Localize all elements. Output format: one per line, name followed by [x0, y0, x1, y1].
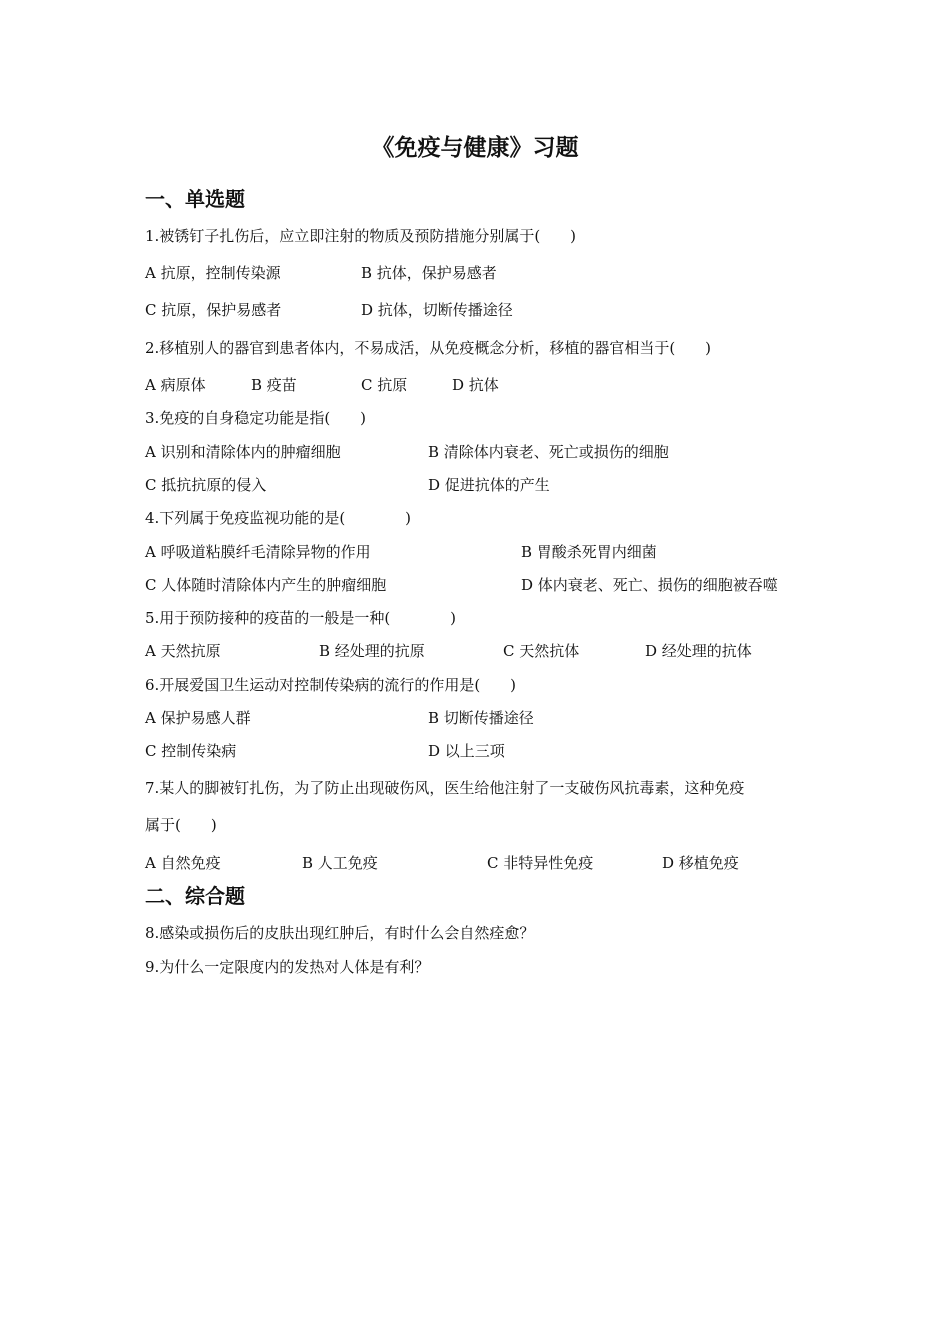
- question-8: 8.感染或损伤后的皮肤出现红肿后，有时什么会自然痊愈？: [145, 924, 535, 942]
- q3-option-c: C 抵抗抗原的侵入: [145, 476, 267, 494]
- question-5: 5.用于预防接种的疫苗的一般是一种( ): [145, 609, 457, 627]
- question-2: 2.移植别人的器官到患者体内，不易成活，从免疫概念分析，移植的器官相当于( ): [145, 339, 712, 357]
- page-title: 《免疫与健康》习题: [371, 135, 579, 161]
- section-heading-single-choice: 一、单选题: [145, 187, 245, 211]
- q6-option-b: B 切断传播途径: [428, 709, 534, 727]
- question-1: 1.被锈钉子扎伤后，应立即注射的物质及预防措施分别属于( ): [145, 227, 577, 245]
- q6-option-d: D 以上三项: [428, 742, 505, 760]
- section-heading-comprehensive: 二、综合题: [145, 884, 245, 908]
- q1-option-c: C 抗原，保护易感者: [145, 301, 282, 319]
- q2-option-c: C 抗原: [361, 376, 408, 394]
- q2-option-a: A 病原体: [145, 376, 206, 394]
- q7-option-a: A 自然免疫: [145, 854, 221, 872]
- q5-option-c: C 天然抗体: [503, 642, 580, 660]
- q3-option-b: B 清除体内衰老、死亡或损伤的细胞: [428, 443, 669, 461]
- q6-option-a: A 保护易感人群: [145, 709, 251, 727]
- q5-option-b: B 经处理的抗原: [319, 642, 425, 660]
- q1-option-b: B 抗体，保护易感者: [361, 264, 497, 282]
- q2-option-d: D 抗体: [452, 376, 499, 394]
- q7-option-b: B 人工免疫: [302, 854, 378, 872]
- q4-option-c: C 人体随时清除体内产生的肿瘤细胞: [145, 576, 387, 594]
- q3-option-a: A 识别和清除体内的肿瘤细胞: [145, 443, 341, 461]
- q7-option-c: C 非特异性免疫: [487, 854, 594, 872]
- q7-option-d: D 移植免疫: [662, 854, 739, 872]
- q5-option-a: A 天然抗原: [145, 642, 221, 660]
- q4-option-b: B 胃酸杀死胃内细菌: [521, 543, 657, 561]
- question-6: 6.开展爱国卫生运动对控制传染病的流行的作用是( ): [145, 676, 517, 694]
- question-4: 4.下列属于免疫监视功能的是( ): [145, 509, 412, 527]
- question-9: 9.为什么一定限度内的发热对人体是有利？: [145, 958, 430, 976]
- q4-option-a: A 呼吸道粘膜纤毛清除异物的作用: [145, 543, 371, 561]
- q2-option-b: B 疫苗: [251, 376, 297, 394]
- q1-option-a: A 抗原，控制传染源: [145, 264, 281, 282]
- question-7-line-2: 属于( ): [145, 816, 217, 834]
- q3-option-d: D 促进抗体的产生: [428, 476, 550, 494]
- q5-option-d: D 经处理的抗体: [645, 642, 752, 660]
- question-7-line-1: 7.某人的脚被钉扎伤，为了防止出现破伤风，医生给他注射了一支破伤风抗毒素，这种免疫: [145, 779, 745, 797]
- q4-option-d: D 体内衰老、死亡、损伤的细胞被吞噬: [521, 576, 778, 594]
- question-3: 3.免疫的自身稳定功能是指( ): [145, 409, 367, 427]
- q6-option-c: C 控制传染病: [145, 742, 237, 760]
- q1-option-d: D 抗体，切断传播途径: [361, 301, 513, 319]
